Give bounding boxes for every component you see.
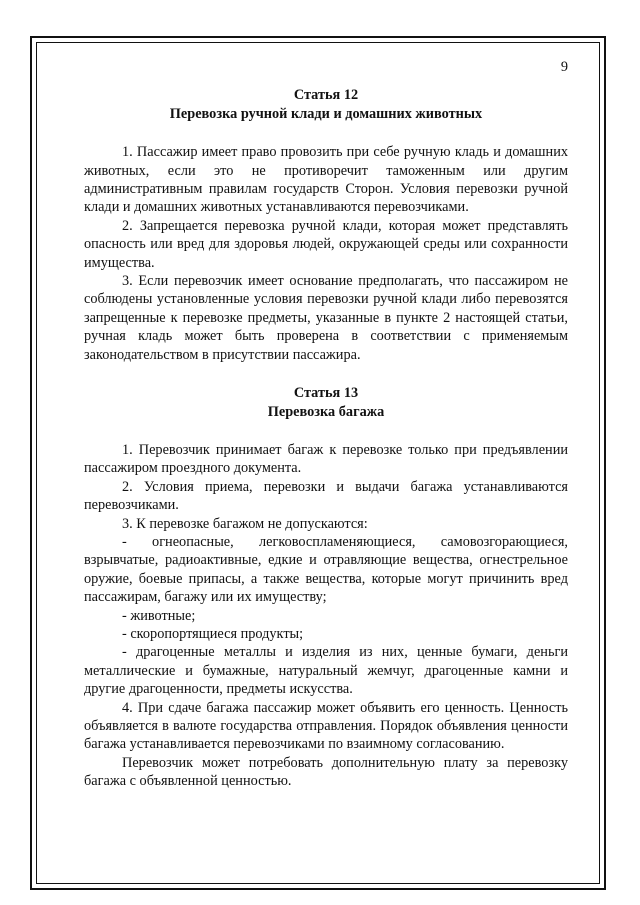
section-gap xyxy=(84,364,568,384)
paragraph: 4. При сдаче багажа пассажир может объявить его ценность. Ценность объявляется в валюте государства отправления. Порядок объявления ценности багажа устанавливается перевозчиками по взаимному согласованию. xyxy=(84,699,568,753)
article-title: Статья 13 xyxy=(293,385,359,402)
paragraph: Перевозчик может потребовать дополнительную плату за перевозку багажа с объявленной ценностью. xyxy=(84,754,568,790)
article-heading: Перевозка багажа xyxy=(267,403,385,420)
list-item: - драгоценные металлы и изделия из них, ценные бумаги, деньги металлические и бумажные, натуральный жемчуг, драгоценные камни и другие драгоценности, предметы искусства. xyxy=(84,644,568,698)
paragraph: 2. Условия приема, перевозки и выдачи багажа устанавливаются перевозчиками. xyxy=(84,478,568,514)
list-item: - животные; xyxy=(122,607,196,624)
paragraph: 1. Пассажир имеет право провозить при себе ручную кладь и домашних животных, если это не противоречит таможенным или другим административным правилам государств Сторон. Условия перевозки ручной клади и домашних животных устанавливаются перевозчиками. xyxy=(84,144,568,216)
article-13 xyxy=(84,384,568,791)
article-title: Статья 12 xyxy=(293,87,359,104)
page-number: 9 xyxy=(560,59,568,75)
article-12 xyxy=(84,86,568,364)
list-item: - скоропортящиеся продукты; xyxy=(122,625,304,642)
paragraph: 3. Если перевозчик имеет основание предполагать, что пассажиром не соблюдены установленные условия перевозки ручной клади либо перевозятся запрещенные к перевозке предметы, указанные в пункте 2 настоящей статьи, ручная кладь может быть проверена в соответствии с применяемым законодательством в присутствии пассажира. xyxy=(84,273,568,363)
list-item: - огнеопасные, легковоспламеняющиеся, самовозгорающиеся, взрывчатые, радиоактивные, едкие и отравляющие вещества, огнестрельное оружие, боевые припасы, а также вещества, которые могут причинить вред пассажирам, багажу или их имуществу; xyxy=(84,533,568,606)
article-heading: Перевозка ручной клади и домашних животных xyxy=(169,105,483,122)
document-body xyxy=(84,58,568,791)
paragraph: 2. Запрещается перевозка ручной клади, которая может представлять опасность или вред для здоровья людей, окружающей среды или сохранности имущества. xyxy=(84,217,568,271)
paragraph: 1. Перевозчик принимает багаж к перевозке только при предъявлении пассажиром проездного документа. xyxy=(84,441,568,477)
paragraph: 3. К перевозке багажом не допускаются: xyxy=(122,515,368,532)
